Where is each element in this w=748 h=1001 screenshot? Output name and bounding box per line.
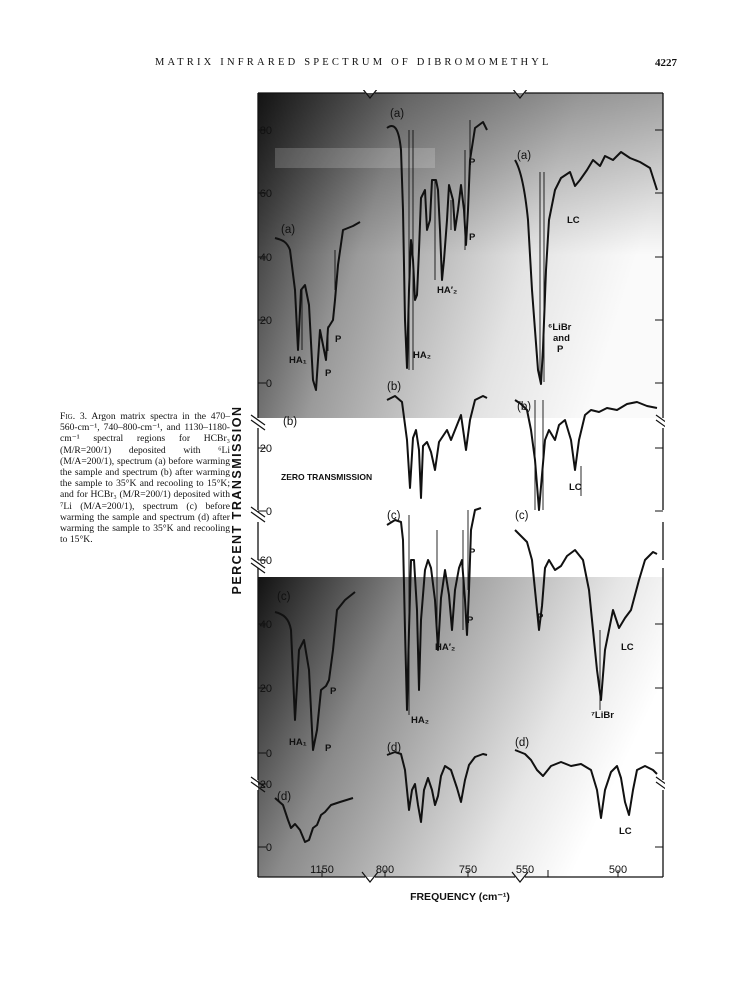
x-tick-label: 750 (458, 864, 478, 876)
band-label: LC (567, 215, 580, 226)
y-tick-label: 20 (259, 683, 272, 695)
y-tick-label: 0 (265, 378, 272, 390)
x-tick-label: 550 (515, 864, 535, 876)
y-axis-label: PERCENT TRANSMISSION (230, 405, 244, 595)
panel-label: (b) (517, 401, 532, 413)
band-label: ⁶LiBr (548, 322, 572, 333)
panel-label: (d) (277, 791, 292, 803)
band-label: P (469, 157, 476, 168)
x-axis-label: FREQUENCY (cm⁻¹) (410, 891, 510, 903)
caption-text: Argon matrix spectra in the 470–560-cm⁻¹, 740–800-cm⁻¹, and 1130–1180-cm⁻¹ spectral regions for HCBr₃ (M/R=200/1) deposited with ⁶Li (M/A=200/1), spectrum (a) before warming the sample and spectrum (b) after warming the sample to 35°K and recooling to 15°K; and for HCBr₃ (M/R=200/1) deposited with ⁷Li (M/A=200/1), spectrum (c) before warming the sample and spectrum (d) after warming the sample to 35°K and recooling to 15°K. (60, 411, 230, 546)
band-label: P (557, 344, 564, 355)
y-tick-label: 0 (265, 506, 272, 518)
band-label: P (335, 334, 342, 345)
y-tick-label: 40 (259, 252, 272, 264)
panel-label: (c) (277, 591, 291, 603)
band-label: HA₁ (289, 355, 307, 366)
panel-label: (a) (390, 108, 405, 120)
y-tick-label: 0 (265, 748, 272, 760)
x-tick-label: 500 (608, 864, 628, 876)
y-tick-label: 20 (259, 443, 272, 455)
light-band (275, 148, 435, 168)
figure-caption (60, 411, 230, 545)
band-label: P (325, 743, 332, 754)
zero-transmission-label: ZERO TRANSMISSION (281, 472, 373, 482)
band-label: P (467, 615, 474, 626)
band-label: P (469, 547, 476, 558)
panel-label: (c) (387, 510, 401, 522)
band-label: HA₂ (411, 715, 429, 726)
running-head: MATRIX INFRARED SPECTRUM OF DIBROMOMETHYL (155, 57, 552, 68)
y-tick-label: 80 (259, 125, 272, 137)
band-label: LC (621, 642, 634, 653)
page-number: 4227 (655, 57, 677, 69)
panel-label: (b) (387, 381, 402, 393)
panel-label: (c) (515, 510, 529, 522)
band-label: and (553, 333, 570, 344)
spectra-figure (225, 90, 665, 910)
panel-label: (a) (281, 224, 296, 236)
band-label: P (325, 368, 332, 379)
band-label: LC (619, 826, 632, 837)
caption-label: Fig. 3. (60, 411, 88, 422)
y-tick-label: 20 (259, 315, 272, 327)
band-label: HA₁ (289, 737, 307, 748)
panel-label: (b) (283, 416, 298, 428)
band-label: HA′₂ (435, 642, 456, 653)
band-label: ⁷LiBr (591, 710, 614, 721)
band-label: LC (569, 482, 582, 493)
y-tick-label: 40 (259, 619, 272, 631)
panel-label: (a) (517, 150, 532, 162)
band-label: P (469, 232, 476, 243)
y-tick-label: 60 (259, 555, 272, 567)
band-label: P (330, 686, 337, 697)
band-label: HA₂ (413, 350, 431, 361)
panel-label: (d) (515, 737, 530, 749)
band-label: HA′₂ (437, 285, 458, 296)
panel-shading-lower (258, 577, 663, 877)
x-tick-label: 1150 (310, 864, 334, 876)
y-tick-label: 60 (259, 188, 272, 200)
y-tick-label: 0 (265, 842, 272, 854)
band-label: P (537, 612, 544, 623)
panel-label: (d) (387, 742, 402, 754)
y-tick-label: 20 (259, 779, 272, 791)
x-tick-label: 800 (375, 864, 395, 876)
panel-shading-upper-overlay (258, 93, 663, 418)
